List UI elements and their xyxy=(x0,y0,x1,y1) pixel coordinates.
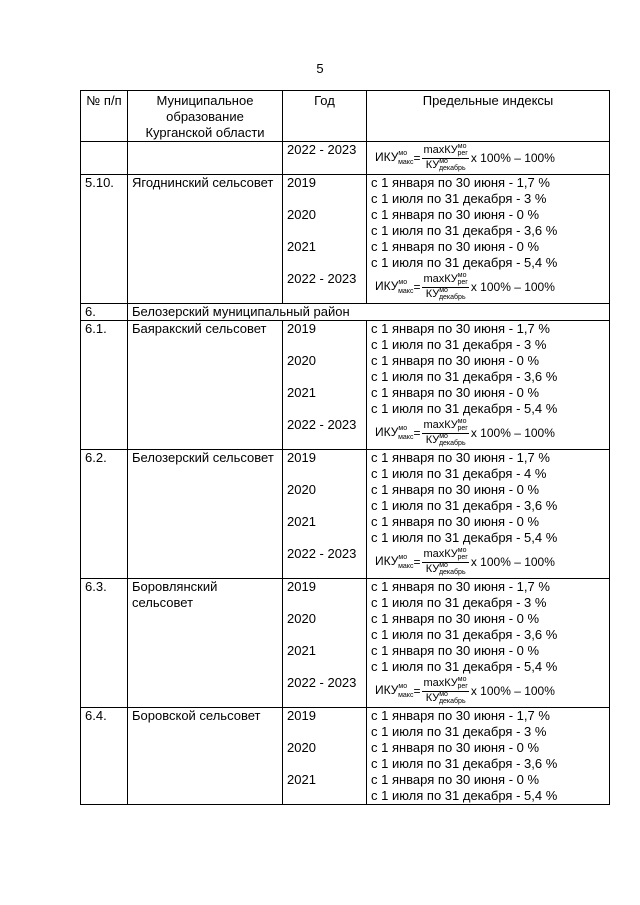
formula-num-base: maxКУ xyxy=(423,272,458,285)
index-value: с 1 июля по 31 декабря - 3,6 % xyxy=(371,756,558,771)
index-value: с 1 января по 30 июня - 0 % xyxy=(371,385,540,400)
page-number: 5 xyxy=(316,61,324,76)
index-value: с 1 июля по 31 декабря - 3,6 % xyxy=(371,627,558,642)
formula-denominator xyxy=(425,434,467,448)
header-year: Год xyxy=(283,91,367,142)
formula-equals: = xyxy=(413,684,421,698)
formula-den-sub: декабрь xyxy=(438,293,466,301)
year-value: 2021 xyxy=(287,643,316,658)
formula-denominator xyxy=(425,692,467,706)
year-value: 2021 xyxy=(287,514,316,529)
municipality-name: Белозерский сельсовет xyxy=(128,450,283,579)
year-cell xyxy=(283,321,367,450)
index-formula-line xyxy=(371,142,605,174)
year-cell xyxy=(283,450,367,579)
year-value xyxy=(287,466,362,482)
formula-den-sup: мо xyxy=(439,561,448,569)
index-formula xyxy=(371,675,605,707)
formula-num-sub: рег xyxy=(457,553,468,561)
index-value: с 1 января по 30 июня - 0 % xyxy=(371,207,540,222)
formula-den-sub: декабрь xyxy=(438,697,466,705)
table-row xyxy=(81,579,610,708)
index-formula xyxy=(371,142,605,174)
table-header-row xyxy=(81,91,610,142)
year-value xyxy=(287,627,362,643)
year-value xyxy=(287,223,362,239)
header-indices: Предельные индексы xyxy=(367,91,610,142)
indices-cell xyxy=(367,579,610,708)
year-value: 2022 - 2023 xyxy=(287,142,357,157)
formula-denominator xyxy=(425,563,467,577)
formula-fraction xyxy=(422,273,468,302)
formula-den-base: КУ xyxy=(425,691,440,704)
index-value: с 1 января по 30 июня - 0 % xyxy=(371,482,540,497)
year-value: 2021 xyxy=(287,239,316,254)
year-value xyxy=(287,756,362,772)
index-value: с 1 января по 30 июня - 1,7 % xyxy=(371,708,550,723)
index-formula xyxy=(371,271,605,303)
formula-num-sub: рег xyxy=(457,278,468,286)
year-value xyxy=(287,788,362,804)
index-value: с 1 июля по 31 декабря - 5,4 % xyxy=(371,401,558,416)
formula-den-sub: декабрь xyxy=(438,164,466,172)
year-value: 2019 xyxy=(287,708,316,723)
index-value: с 1 января по 30 июня - 0 % xyxy=(371,514,540,529)
formula-num-sup: мо xyxy=(457,546,467,554)
year-value: 2019 xyxy=(287,579,316,594)
table-body xyxy=(81,142,610,805)
year-cell xyxy=(283,579,367,708)
formula-lhs-base: ИКУ xyxy=(375,424,399,439)
index-formula-line xyxy=(371,675,605,707)
index-value: с 1 января по 30 июня - 1,7 % xyxy=(371,175,550,190)
year-value xyxy=(287,191,362,207)
index-value: с 1 июля по 31 декабря - 3 % xyxy=(371,337,547,352)
index-value: с 1 января по 30 июня - 0 % xyxy=(371,611,540,626)
year-value: 2020 xyxy=(287,353,316,368)
formula-den-base: КУ xyxy=(425,287,440,300)
table-row xyxy=(81,321,610,450)
index-value: с 1 июля по 31 декабря - 4 % xyxy=(371,466,547,481)
year-value xyxy=(287,255,362,271)
row-num: 5.10. xyxy=(81,175,128,304)
formula-num-sub: рег xyxy=(457,149,468,157)
formula-lhs xyxy=(375,553,413,572)
formula-lhs xyxy=(375,424,413,443)
formula-equals: = xyxy=(413,555,421,569)
table-row xyxy=(81,450,610,579)
index-value: с 1 января по 30 июня - 0 % xyxy=(371,772,540,787)
index-value: с 1 января по 30 июня - 0 % xyxy=(371,740,540,755)
formula-den-sub: декабрь xyxy=(438,439,466,447)
section-row xyxy=(81,304,610,321)
formula-den-base: КУ xyxy=(425,433,440,446)
formula-lhs-base: ИКУ xyxy=(375,682,399,697)
year-value xyxy=(287,369,362,385)
index-formula xyxy=(371,546,605,578)
index-formula xyxy=(371,417,605,449)
formula-fraction xyxy=(422,548,468,577)
year-value xyxy=(287,337,362,353)
table-row xyxy=(81,708,610,805)
formula-numerator xyxy=(422,273,468,288)
formula-lhs xyxy=(375,682,413,701)
year-value xyxy=(287,595,362,611)
index-value: с 1 января по 30 июня - 1,7 % xyxy=(371,579,550,594)
year-value xyxy=(287,530,362,546)
formula-rhs: х 100% – 100% xyxy=(470,280,555,294)
indices-cell xyxy=(367,321,610,450)
year-value xyxy=(287,401,362,417)
year-value: 2022 - 2023 xyxy=(287,546,357,561)
formula-fraction xyxy=(422,677,468,706)
year-value: 2020 xyxy=(287,740,316,755)
formula-num-sup: мо xyxy=(457,271,467,279)
index-value: с 1 июля по 31 декабря - 3,6 % xyxy=(371,498,558,513)
formula-den-base: КУ xyxy=(425,562,440,575)
index-value: с 1 июля по 31 декабря - 5,4 % xyxy=(371,530,558,545)
index-value: с 1 января по 30 июня - 1,7 % xyxy=(371,321,550,336)
formula-equals: = xyxy=(413,151,421,165)
formula-numerator xyxy=(422,677,468,692)
formula-fraction xyxy=(422,144,468,173)
formula-den-base: КУ xyxy=(425,158,440,171)
formula-lhs-base: ИКУ xyxy=(375,149,399,164)
index-formula-line xyxy=(371,417,605,449)
year-value xyxy=(287,659,362,675)
year-cell xyxy=(283,175,367,304)
table-row xyxy=(81,175,610,304)
municipality-name xyxy=(128,142,283,175)
formula-equals: = xyxy=(413,280,421,294)
formula-rhs: х 100% – 100% xyxy=(470,426,555,440)
formula-lhs-sup: мо xyxy=(398,149,408,157)
row-num: 6.3. xyxy=(81,579,128,708)
formula-num-base: maxКУ xyxy=(423,547,458,560)
index-value: с 1 января по 30 июня - 0 % xyxy=(371,353,540,368)
formula-numerator xyxy=(422,144,468,159)
municipality-name: Ягоднинский сельсовет xyxy=(128,175,283,304)
formula-num-base: maxКУ xyxy=(423,418,458,431)
index-value: с 1 июля по 31 декабря - 5,4 % xyxy=(371,255,558,270)
municipality-name: Баяракский сельсовет xyxy=(128,321,283,450)
year-value xyxy=(287,498,362,514)
year-cell xyxy=(283,708,367,805)
formula-lhs-sub: макс xyxy=(398,158,414,166)
formula-rhs: х 100% – 100% xyxy=(470,684,555,698)
row-num: 6. xyxy=(81,304,128,321)
year-cell xyxy=(283,142,367,175)
header-num: № п/п xyxy=(81,91,128,142)
formula-lhs-base: ИКУ xyxy=(375,278,399,293)
formula-den-sup: мо xyxy=(439,157,448,165)
year-value xyxy=(287,724,362,740)
table-row xyxy=(81,142,610,175)
year-value: 2022 - 2023 xyxy=(287,271,357,286)
year-value: 2019 xyxy=(287,175,316,190)
formula-lhs-sub: макс xyxy=(398,691,414,699)
indices-cell xyxy=(367,450,610,579)
year-value: 2021 xyxy=(287,772,316,787)
year-value: 2022 - 2023 xyxy=(287,675,357,690)
formula-num-sub: рег xyxy=(457,424,468,432)
formula-lhs xyxy=(375,149,413,168)
row-num xyxy=(81,142,128,175)
formula-den-sup: мо xyxy=(439,286,448,294)
index-value: с 1 июля по 31 декабря - 3 % xyxy=(371,595,547,610)
formula-lhs-sup: мо xyxy=(398,682,408,690)
index-value: с 1 июля по 31 декабря - 3 % xyxy=(371,724,547,739)
formula-den-sup: мо xyxy=(439,432,448,440)
formula-denominator xyxy=(425,288,467,302)
index-value: с 1 января по 30 июня - 0 % xyxy=(371,643,540,658)
municipality-name: Боровской сельсовет xyxy=(128,708,283,805)
formula-lhs-sub: макс xyxy=(398,562,414,570)
index-formula-line xyxy=(371,271,605,303)
formula-lhs-sup: мо xyxy=(398,553,408,561)
year-value: 2020 xyxy=(287,482,316,497)
formula-lhs xyxy=(375,278,413,297)
formula-numerator xyxy=(422,548,468,563)
indices-cell xyxy=(367,142,610,175)
year-value: 2020 xyxy=(287,207,316,222)
formula-lhs-sub: макс xyxy=(398,287,414,295)
index-value: с 1 июля по 31 декабря - 3,6 % xyxy=(371,369,558,384)
row-num: 6.1. xyxy=(81,321,128,450)
year-value: 2021 xyxy=(287,385,316,400)
formula-denominator xyxy=(425,159,467,173)
index-value: с 1 июля по 31 декабря - 5,4 % xyxy=(371,659,558,674)
formula-lhs-sub: макс xyxy=(398,433,414,441)
formula-den-sub: декабрь xyxy=(438,568,466,576)
index-value: с 1 июля по 31 декабря - 5,4 % xyxy=(371,788,558,803)
limit-indices-table xyxy=(80,90,610,805)
municipality-name: Боровлянский сельсовет xyxy=(128,579,283,708)
formula-lhs-base: ИКУ xyxy=(375,553,399,568)
formula-num-sup: мо xyxy=(457,675,467,683)
header-municipality: Муниципальное образование Курганской области xyxy=(128,91,283,142)
indices-cell xyxy=(367,175,610,304)
formula-num-base: maxКУ xyxy=(423,143,458,156)
formula-num-sup: мо xyxy=(457,142,467,150)
formula-rhs: х 100% – 100% xyxy=(470,151,555,165)
section-title: Белозерский муниципальный район xyxy=(128,304,610,321)
formula-lhs-sup: мо xyxy=(398,424,408,432)
year-value: 2019 xyxy=(287,450,316,465)
index-value: с 1 января по 30 июня - 1,7 % xyxy=(371,450,550,465)
year-value: 2022 - 2023 xyxy=(287,417,357,432)
row-num: 6.4. xyxy=(81,708,128,805)
formula-numerator xyxy=(422,419,468,434)
year-value: 2020 xyxy=(287,611,316,626)
formula-equals: = xyxy=(413,426,421,440)
formula-lhs-sup: мо xyxy=(398,278,408,286)
index-value: с 1 июля по 31 декабря - 3 % xyxy=(371,191,547,206)
formula-num-sub: рег xyxy=(457,682,468,690)
formula-rhs: х 100% – 100% xyxy=(470,555,555,569)
row-num: 6.2. xyxy=(81,450,128,579)
index-value: с 1 июля по 31 декабря - 3,6 % xyxy=(371,223,558,238)
formula-fraction xyxy=(422,419,468,448)
index-value: с 1 января по 30 июня - 0 % xyxy=(371,239,540,254)
year-value: 2019 xyxy=(287,321,316,336)
formula-den-sup: мо xyxy=(439,690,448,698)
formula-num-sup: мо xyxy=(457,417,467,425)
formula-num-base: maxКУ xyxy=(423,676,458,689)
index-formula-line xyxy=(371,546,605,578)
indices-cell xyxy=(367,708,610,805)
